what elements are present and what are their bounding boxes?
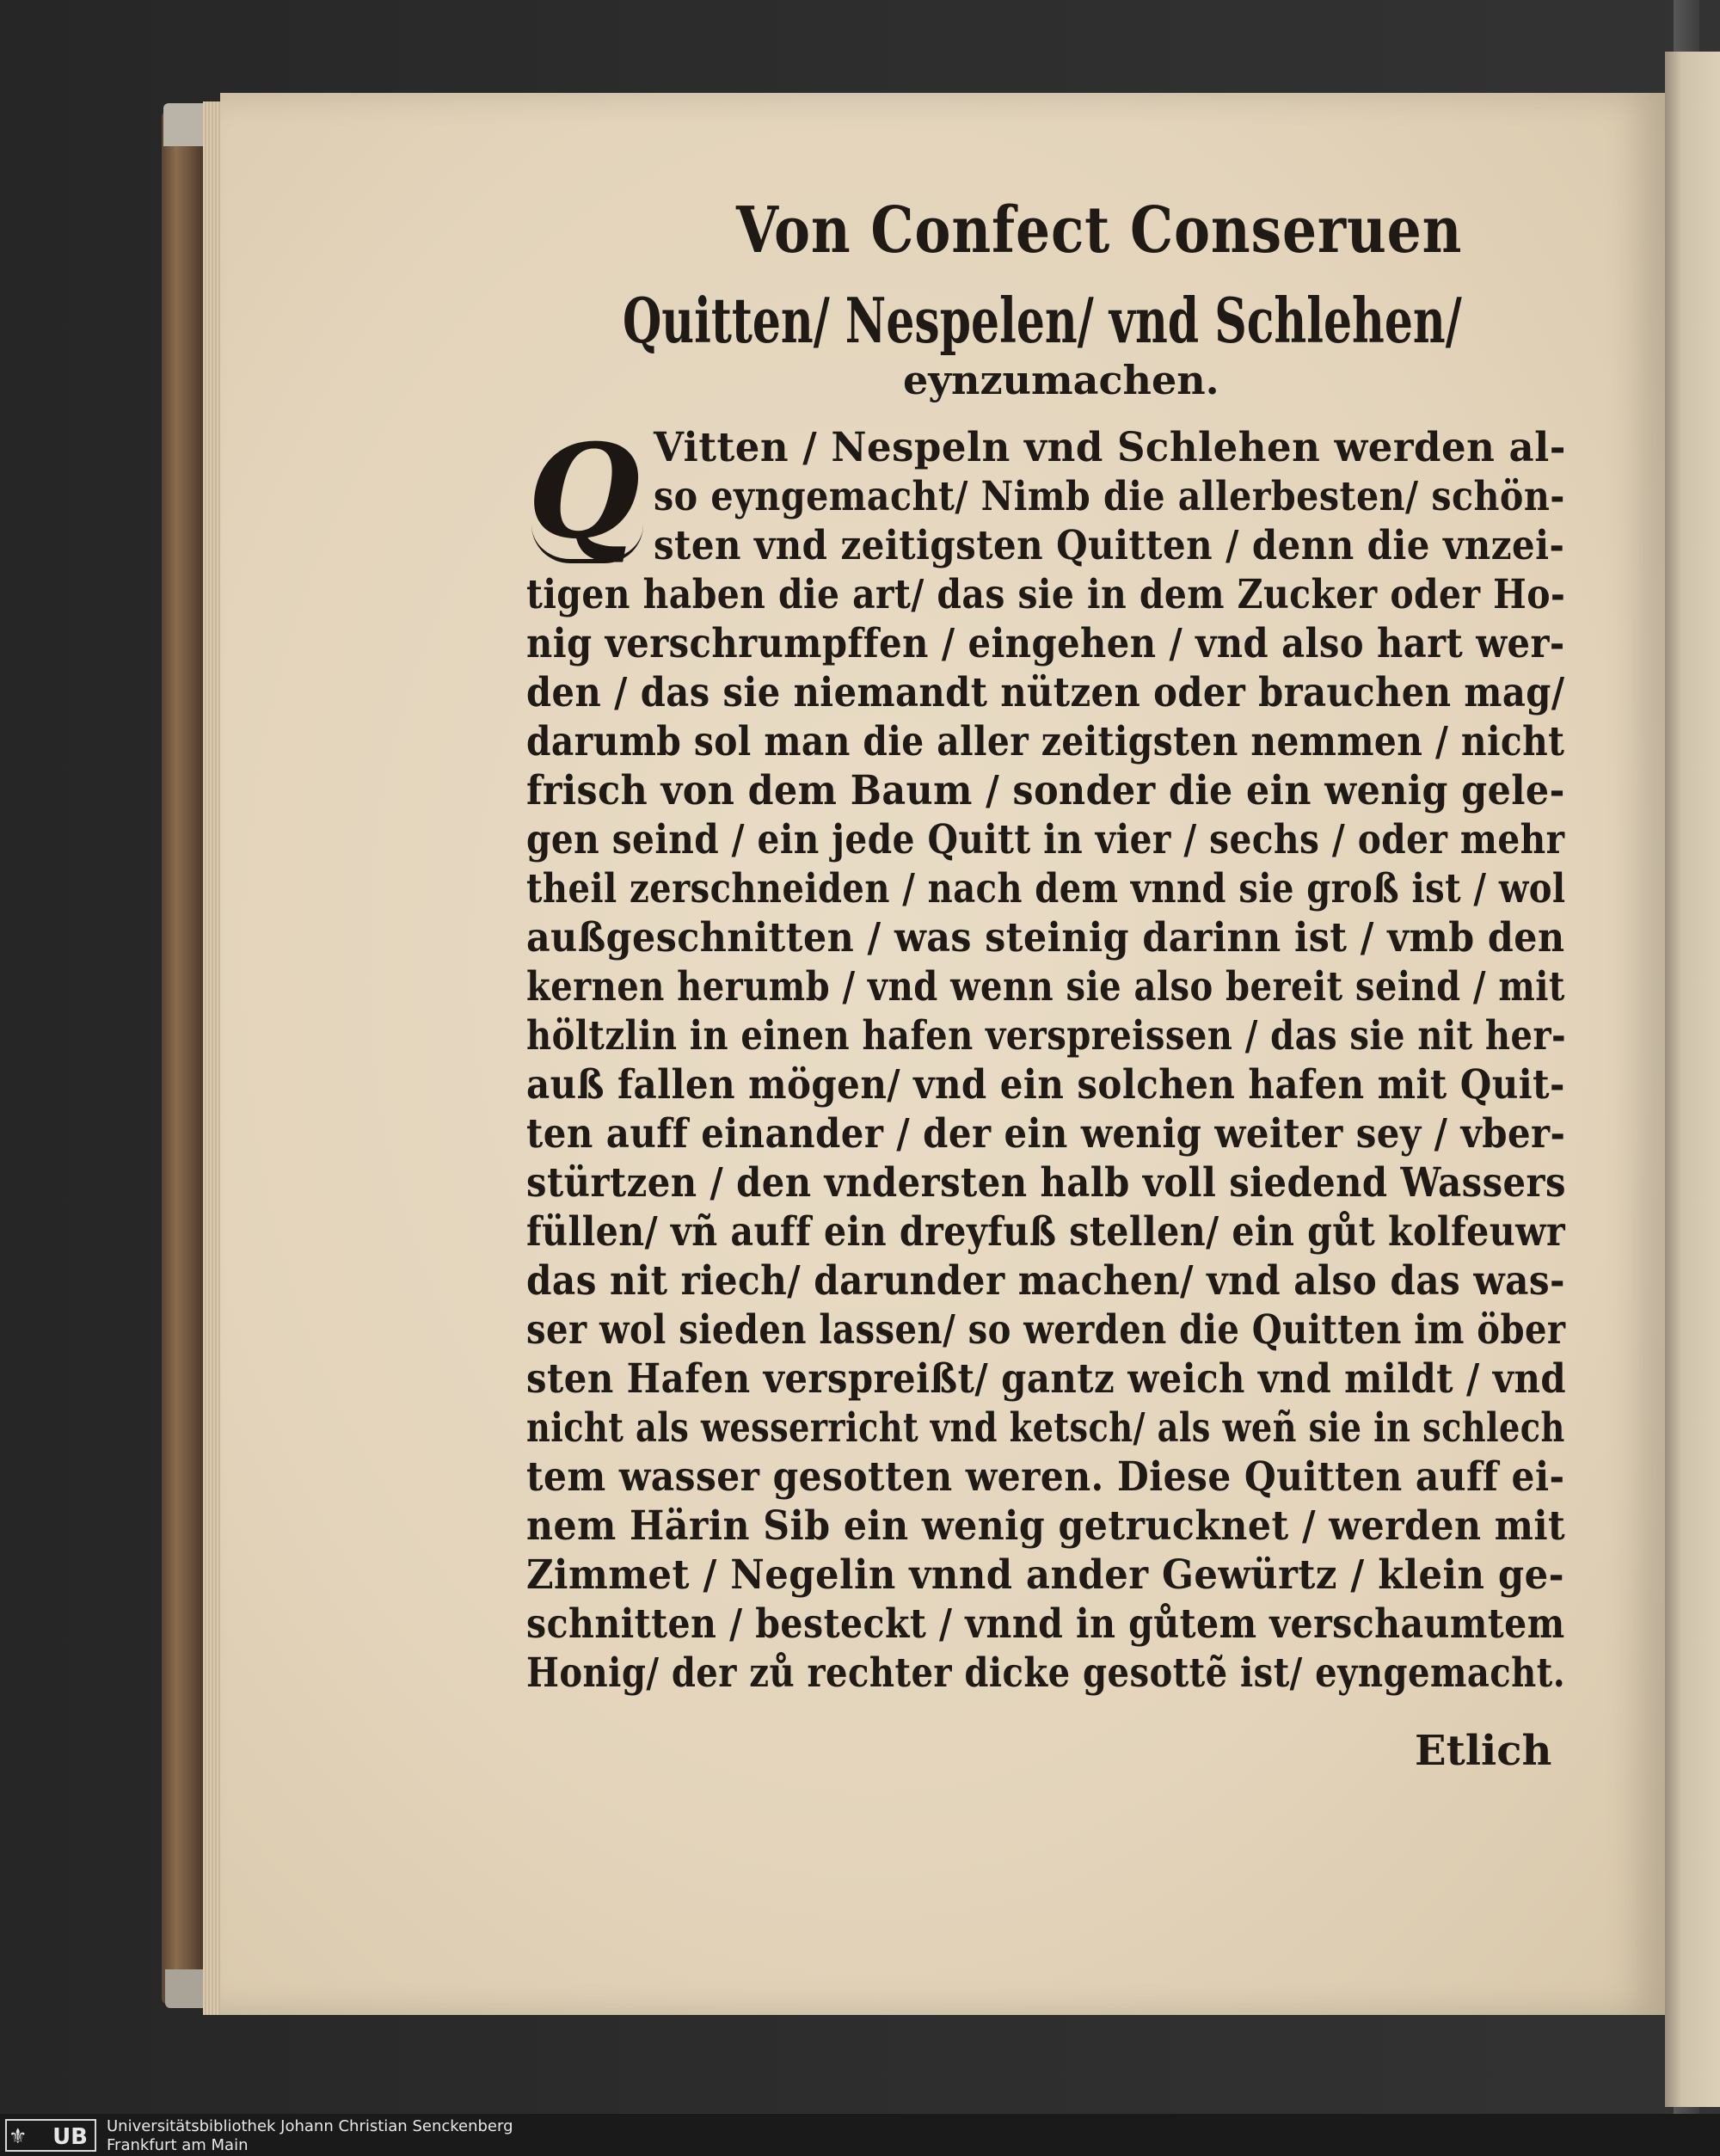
body-line: füllen/ vñ auff ein dreyfuß stellen/ ein gůt kolfeuwr — [526, 1208, 1566, 1256]
catchword: Etlich — [1415, 1727, 1552, 1775]
institution-city: Frankfurt am Main — [107, 2136, 249, 2154]
body-line: Vitten / Nespeln vnd Schlehen werden al- — [654, 424, 1566, 471]
body-line: Honig/ der zů rechter dicke gesottẽ ist/ eyngemacht. — [526, 1649, 1566, 1697]
body-line: stürtzen / den vndersten halb voll siedend Wassers — [526, 1159, 1566, 1207]
body-line: darumb sol man die aller zeitigsten nemmen / nicht — [526, 718, 1565, 765]
body-line: tem wasser gesotten weren. Diese Quitten auff ei- — [526, 1453, 1565, 1501]
facing-page-edge — [1665, 52, 1720, 2107]
page-title-line-2: Quitten/ Nespelen/ vnd Schlehen/ — [623, 284, 1462, 357]
body-line: gen seind / ein jede Quitt in vier / sechs / oder mehr — [526, 816, 1565, 863]
body-line: sten Hafen verspreißt/ gantz weich vnd mildt / vnd — [526, 1355, 1567, 1403]
page-title-line-3: eynzumachen. — [903, 357, 1219, 403]
book-spine — [162, 112, 203, 2004]
page-title-line-1: Von Confect Conseruen — [736, 193, 1463, 267]
body-line: auß fallen mögen/ vnd ein solchen hafen mit Quit- — [526, 1061, 1565, 1109]
body-line: schnitten / besteckt / vnnd in gůtem verschaumtem — [526, 1600, 1565, 1648]
body-line: kernen herumb / vnd wenn sie also bereit seind / mit — [526, 963, 1565, 1010]
body-line: theil zerschneiden / nach dem vnnd sie groß ist / wol — [526, 865, 1566, 912]
body-line: frisch von dem Baum / sonder die ein wenig gele- — [526, 767, 1565, 814]
body-line: außgeschnitten / was steinig darinn ist / vmb den — [526, 914, 1565, 961]
spine-bottom-cap — [165, 1969, 208, 2008]
body-line: nem Härin Sib ein wenig getrucknet / werden mit — [526, 1502, 1566, 1550]
body-line: tigen haben die art/ das sie in dem Zucker oder Ho- — [526, 571, 1566, 618]
body-line: ten auff einander / der ein wenig weiter sey / vber- — [526, 1110, 1566, 1158]
body-line: so eyngemacht/ Nimb die allerbesten/ schön- — [654, 473, 1565, 520]
body-line: ser wol sieden lassen/ so werden die Quitten im öber — [526, 1306, 1566, 1354]
library-logo[interactable]: UB — [5, 2119, 96, 2152]
body-line: Zimmet / Negelin vnnd ander Gewürtz / klein ge- — [526, 1551, 1565, 1599]
institution-name: Universitätsbibliothek Johann Christian Senckenberg — [107, 2117, 513, 2135]
body-line: sten vnd zeitigsten Quitten / denn die vnzei- — [654, 522, 1565, 569]
body-line: nig verschrumpffen / eingehen / vnd also hart wer- — [526, 620, 1565, 667]
library-crest-icon: ⚜ — [9, 2124, 28, 2148]
decorated-initial: Q — [527, 416, 641, 568]
body-line: das nit riech/ darunder machen/ vnd also das was- — [526, 1257, 1565, 1305]
body-line: nicht als wesserricht vnd ketsch/ als weñ sie in schlech — [526, 1404, 1565, 1452]
body-line: den / das sie niemandt nützen oder brauchen mag/ — [526, 669, 1565, 716]
body-line: höltzlin in einen hafen verspreissen / das sie nit her- — [526, 1012, 1567, 1060]
